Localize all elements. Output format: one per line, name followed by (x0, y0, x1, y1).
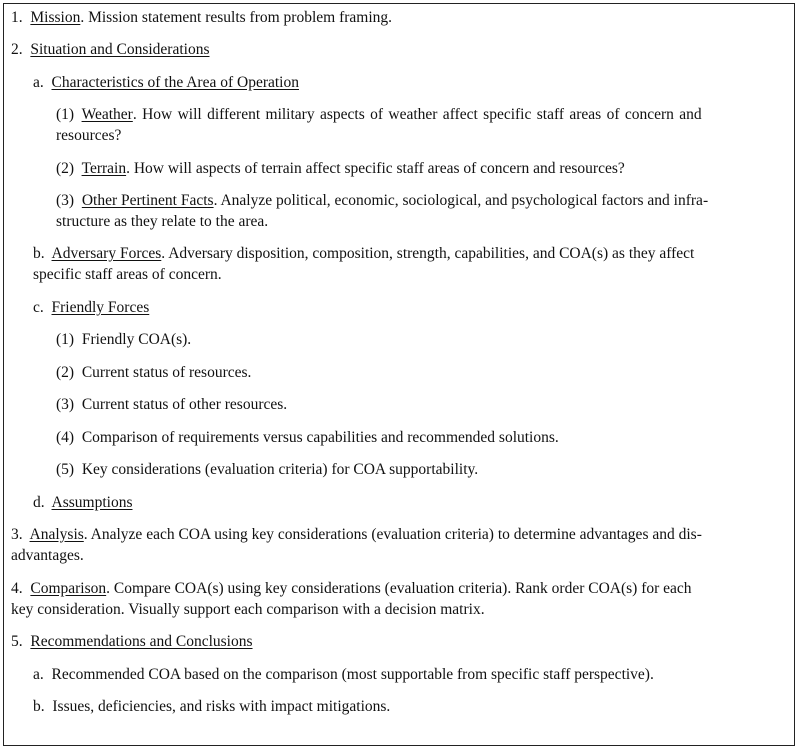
item-number: d. (33, 494, 45, 511)
item-text: . Compare COA(s) using key considerations (evaluation criteria). Rank order COA(s) for each (106, 580, 692, 597)
item-weather (56, 104, 702, 125)
item-mission (11, 7, 392, 28)
item-title: Adversary Forces (51, 245, 162, 262)
item-comparison (11, 578, 692, 599)
item-text: . Analyze each COA using key considerations (evaluation criteria) to determine advantages and dis- (83, 526, 702, 543)
item-text: Current status of other resources. (81, 396, 288, 413)
item-title: Mission (30, 9, 81, 26)
item-number: (3) (56, 192, 75, 209)
item-title: Comparison (30, 580, 107, 597)
item-number: a. (33, 666, 44, 683)
item-other-resource-status (56, 394, 287, 415)
item-other-facts-cont (56, 211, 268, 232)
item-adversary-forces-cont (33, 264, 222, 285)
item-number: c. (33, 299, 44, 316)
item-title: Recommendations and Conclusions (30, 633, 253, 650)
item-text: . How will different military aspects of weather affect specific staff areas of concern and (132, 106, 702, 123)
item-weather-cont (56, 125, 121, 146)
item-text: Key considerations (evaluation criteria) for COA supportability. (81, 461, 479, 478)
item-adversary-forces (33, 243, 694, 264)
item-number: 1. (11, 9, 23, 26)
item-text: key consideration. Visually support each comparison with a decision matrix. (11, 601, 485, 618)
item-text: . Adversary disposition, composition, strength, capabilities, and COA(s) as they affect (161, 245, 695, 262)
item-friendly-coa (56, 329, 191, 350)
item-title: Weather (81, 106, 133, 123)
item-number: (2) (56, 364, 75, 381)
item-comparison-cont (11, 599, 485, 620)
item-requirements-comparison (56, 427, 559, 448)
item-other-facts (56, 190, 708, 211)
item-recommendations (11, 631, 253, 652)
item-text: advantages. (11, 547, 84, 564)
item-number: b. (33, 245, 45, 262)
item-number: 2. (11, 41, 23, 58)
item-text: Current status of resources. (81, 364, 252, 381)
item-assumptions (33, 492, 133, 513)
item-terrain (56, 158, 625, 179)
item-text: . Mission statement results from problem framing. (80, 9, 393, 26)
item-text: specific staff areas of concern. (33, 266, 222, 283)
item-key-considerations (56, 459, 478, 480)
item-friendly-forces (33, 297, 149, 318)
item-title: Situation and Considerations (30, 41, 210, 58)
item-title: Assumptions (51, 494, 133, 511)
item-analysis-cont (11, 545, 84, 566)
item-number: (1) (56, 106, 75, 123)
item-number: (5) (56, 461, 75, 478)
item-text: structure as they relate to the area. (56, 213, 269, 230)
item-text: Comparison of requirements versus capabilities and recommended solutions. (81, 429, 559, 446)
item-title: Other Pertinent Facts (81, 192, 214, 209)
item-text: . Analyze political, economic, sociological, and psychological factors and infra- (213, 192, 709, 209)
item-text: Friendly COA(s). (81, 331, 192, 348)
item-situation (11, 39, 209, 60)
item-title: Analysis (29, 526, 84, 543)
item-text: Issues, deficiencies, and risks with impact mitigations. (52, 698, 391, 715)
item-number: (3) (56, 396, 75, 413)
item-recommended-coa (33, 664, 654, 685)
item-title: Terrain (81, 160, 127, 177)
item-resource-status (56, 362, 251, 383)
item-number: 4. (11, 580, 23, 597)
item-number: 3. (11, 526, 23, 543)
item-number: b. (33, 698, 45, 715)
item-text: resources? (56, 127, 122, 144)
item-title: Characteristics of the Area of Operation (51, 74, 299, 91)
item-title: Friendly Forces (51, 299, 150, 316)
item-number: a. (33, 74, 44, 91)
item-analysis (11, 524, 702, 545)
item-number: 5. (11, 633, 23, 650)
item-area-characteristics (33, 72, 299, 93)
item-number: (1) (56, 331, 75, 348)
item-text: Recommended COA based on the comparison (most supportable from specific staff perspective). (51, 666, 654, 683)
item-issues (33, 696, 390, 717)
item-text: . How will aspects of terrain affect specific staff areas of concern and resources? (126, 160, 625, 177)
item-number: (2) (56, 160, 75, 177)
item-number: (4) (56, 429, 75, 446)
